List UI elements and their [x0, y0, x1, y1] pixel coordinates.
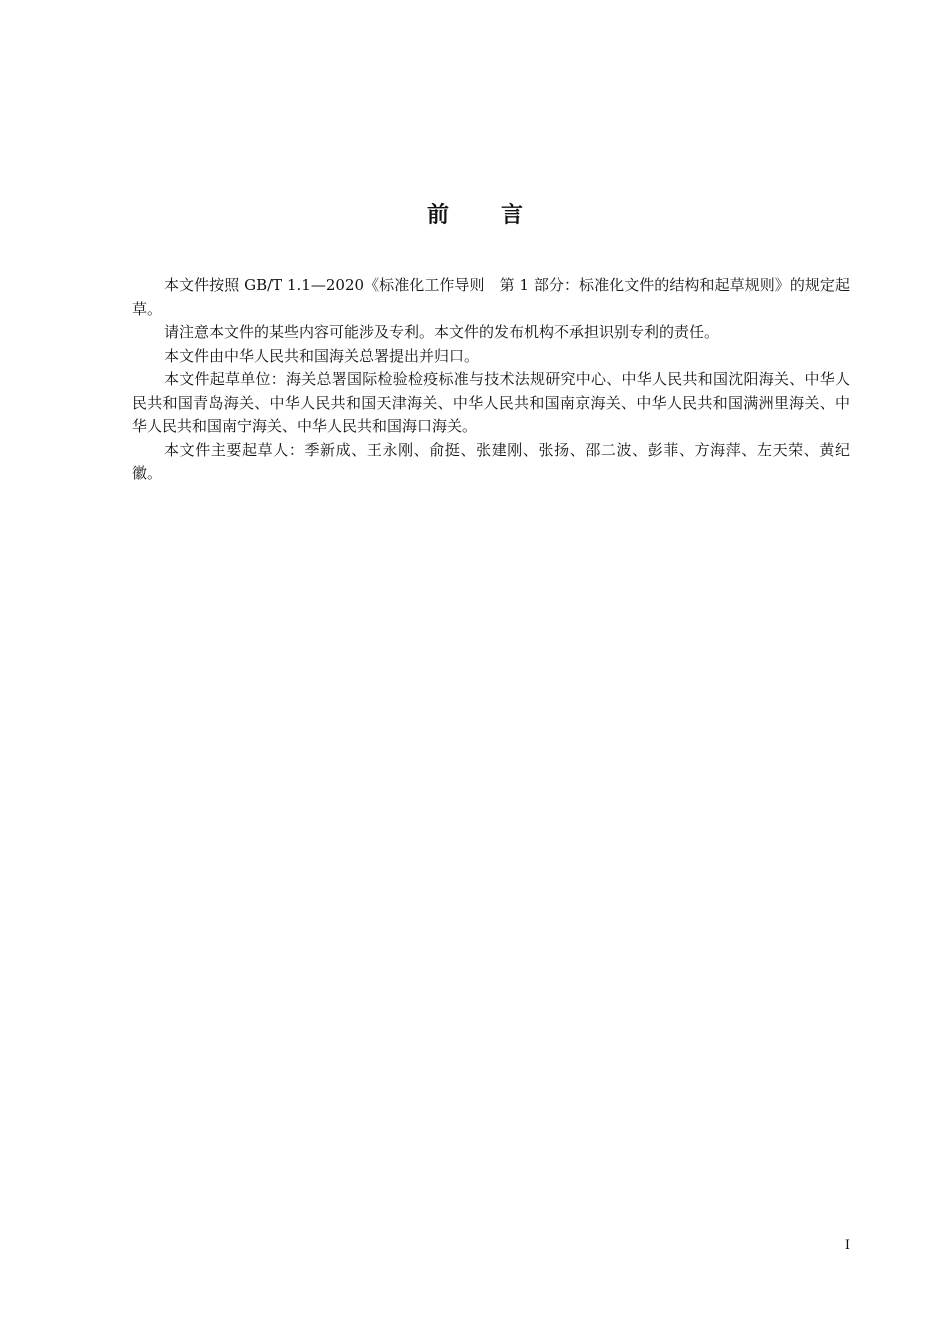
page-number: I [844, 1238, 850, 1253]
paragraph-proposer: 本文件由中华人民共和国海关总署提出并归口。 [164, 346, 480, 365]
paragraph-drafting-units: 本文件起草单位：海关总署国际检验检疫标准与技术法规研究中心、中华人民共和国沈阳海关、中华人民共和国青岛海关、中华人民共和国天津海关、中华人民共和国南京海关、中华人民共和国满洲里海关、中华人民共和国南宁海关、中华人民共和国海口海关。 [132, 370, 850, 435]
document-body [132, 274, 850, 486]
paragraph-patent-notice: 请注意本文件的某些内容可能涉及专利。本文件的发布机构不承担识别专利的责任。 [164, 323, 720, 341]
paragraph-drafting-rules: 本文件按照 GB/T 1.1—2020《标准化工作导则 第 1 部分：标准化文件的结构和起草规则》的规定起草。 [132, 276, 850, 318]
page-title: 前言 [426, 203, 575, 228]
paragraph-drafters: 本文件主要起草人：季新成、王永刚、俞挺、张建刚、张扬、邵二波、彭菲、方海萍、左天荣、黄纪徽。 [132, 440, 850, 482]
